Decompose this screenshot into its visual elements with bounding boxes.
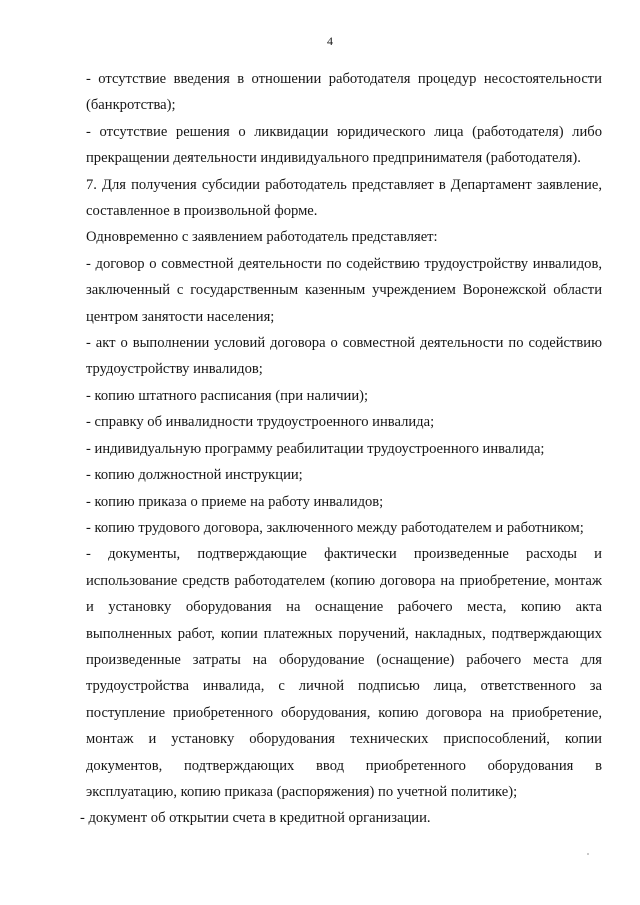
list-item-bank-account-document: - документ об открытии счета в кредитной организации.	[80, 810, 431, 827]
paragraph-bankruptcy-absence: - отсутствие введения в отношении работодателя процедур несостоятельности (банкротства);	[86, 71, 602, 114]
list-item-completion-act: - акт о выполнении условий договора о совместной деятельности по содействию трудоустройству инвалидов;	[86, 335, 602, 378]
list-item-hiring-order: - копию приказа о приеме на работу инвалидов;	[86, 493, 384, 510]
list-item-expense-documents: - документы, подтверждающие фактически произведенные расходы и использование средств работодателем (копию договора на приобретение, монтаж и установку оборудования на оснащение рабочего места, копию акта выполненных работ, копии платежных поручений, накладных, подтверждающих произведенные затраты на оборудование (оснащение) рабочего места для трудоустройства инвалида, с личной подписью лица, ответственного за поступление приобретенного оборудования, копию договора на приобретение, монтаж и установку оборудования технических приспособлений, копии документов, подтверждающих ввод приобретенного оборудования в эксплуатацию, копию приказа (распоряжения) по учетной политике);	[86, 546, 602, 800]
list-item-staff-schedule: - копию штатного расписания (при наличии);	[86, 387, 369, 404]
paragraph-liquidation-absence: - отсутствие решения о ликвидации юридического лица (работодателя) либо прекращении деятельности индивидуального предпринимателя (работодателя).	[86, 123, 602, 167]
paragraph-documents-intro: Одновременно с заявлением работодатель представляет:	[86, 229, 438, 246]
page-number: 4	[327, 34, 333, 48]
paragraph-subsidy-application: 7. Для получения субсидии работодатель представляет в Департамент заявление, составленное в произвольной форме.	[86, 176, 602, 220]
document-body	[80, 66, 602, 832]
list-item-disability-certificate: - справку об инвалидности трудоустроенного инвалида;	[86, 414, 435, 431]
list-item-cooperation-agreement: - договор о совместной деятельности по содействию трудоустройству инвалидов, заключенный с государственным казенным учреждением Воронежской области центром занятости населения;	[86, 255, 602, 325]
list-item-rehabilitation-program: - индивидуальную программу реабилитации трудоустроенного инвалида;	[86, 440, 545, 457]
scan-speck	[587, 853, 589, 855]
list-item-job-description: - копию должностной инструкции;	[86, 467, 303, 484]
list-item-employment-contract: - копию трудового договора, заключенного между работодателем и работником;	[86, 519, 584, 536]
